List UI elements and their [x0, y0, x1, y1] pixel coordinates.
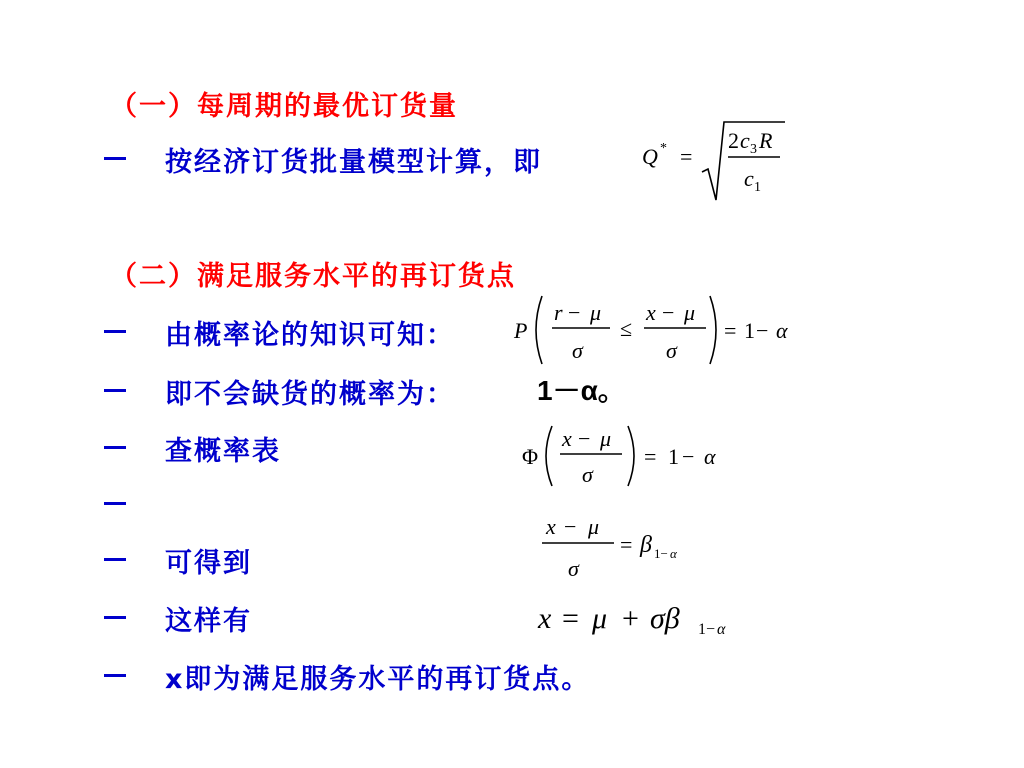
svg-text:σβ: σβ — [650, 602, 680, 635]
svg-text:x: x — [538, 602, 552, 635]
section2-heading: （二）满足服务水平的再订货点 — [110, 261, 516, 292]
svg-text:α: α — [776, 318, 788, 343]
svg-text:=: = — [724, 318, 737, 343]
svg-text:+: + — [622, 602, 639, 635]
conclusion-item-text: x即为满足服务水平的再订货点。 — [165, 664, 591, 695]
svg-text:=: = — [562, 602, 579, 635]
section1-heading: （一）每周期的最优订货量 — [110, 91, 458, 122]
reorder-formula — [534, 592, 754, 642]
phi-formula — [518, 420, 738, 492]
svg-text:σ: σ — [572, 338, 583, 363]
svg-text:−: − — [578, 426, 591, 451]
svg-text:α: α — [670, 546, 677, 561]
svg-text:r: r — [554, 300, 563, 325]
svg-text:*: * — [660, 141, 667, 156]
svg-text:μ: μ — [592, 602, 608, 635]
svg-text:1: 1 — [668, 444, 679, 469]
no-stockout-value: 1－α。 — [537, 375, 626, 406]
svg-text:1: 1 — [744, 318, 755, 343]
svg-text:α: α — [717, 621, 726, 638]
svg-text:2: 2 — [728, 128, 739, 153]
svg-text:1−: 1− — [698, 621, 716, 638]
bullet-dash — [104, 446, 126, 449]
svg-text:=: = — [644, 444, 657, 469]
svg-text:R: R — [759, 128, 773, 153]
svg-text:x: x — [546, 514, 556, 539]
svg-text:−: − — [568, 300, 581, 325]
svg-text:μ: μ — [588, 514, 600, 539]
svg-text:Φ: Φ — [522, 444, 539, 469]
svg-text:β: β — [640, 532, 652, 558]
svg-text:c: c — [744, 166, 754, 191]
thus-item-text: 这样有 — [165, 606, 252, 637]
eoq-formula — [640, 114, 790, 204]
svg-text:=: = — [620, 532, 633, 557]
svg-text:=: = — [680, 144, 693, 169]
bullet-dash — [104, 674, 126, 677]
lookup-item-text: 查概率表 — [165, 436, 281, 467]
svg-text:x: x — [646, 300, 656, 325]
bullet-dash — [104, 502, 126, 505]
svg-text:−: − — [564, 514, 577, 539]
svg-text:1: 1 — [754, 180, 761, 195]
svg-text:Q: Q — [642, 144, 658, 169]
probability-formula — [510, 290, 800, 370]
svg-text:x: x — [562, 426, 572, 451]
bullet-dash — [104, 616, 126, 619]
svg-text:σ: σ — [582, 462, 593, 487]
probability-item-text: 由概率论的知识可知： — [165, 320, 455, 351]
obtain-item-text: 可得到 — [165, 548, 252, 579]
svg-text:−: − — [662, 300, 675, 325]
svg-text:μ: μ — [600, 426, 612, 451]
svg-text:μ: μ — [684, 300, 696, 325]
svg-text:≤: ≤ — [620, 316, 633, 341]
svg-text:−: − — [756, 318, 769, 343]
svg-text:α: α — [704, 444, 716, 469]
svg-text:P: P — [514, 318, 528, 343]
beta-formula — [536, 506, 716, 586]
bullet-dash — [104, 157, 126, 160]
svg-text:σ: σ — [568, 556, 579, 581]
svg-text:c: c — [740, 128, 750, 153]
bullet-dash — [104, 330, 126, 333]
svg-text:μ: μ — [590, 300, 602, 325]
bullet-dash — [104, 389, 126, 392]
eoq-item-text: 按经济订货批量模型计算，即 — [165, 147, 542, 178]
svg-text:σ: σ — [666, 338, 677, 363]
svg-text:3: 3 — [750, 142, 757, 157]
bullet-dash — [104, 558, 126, 561]
svg-text:−: − — [682, 444, 695, 469]
svg-text:1−: 1− — [654, 546, 668, 561]
no-stockout-item-text: 即不会缺货的概率为： — [165, 379, 455, 410]
